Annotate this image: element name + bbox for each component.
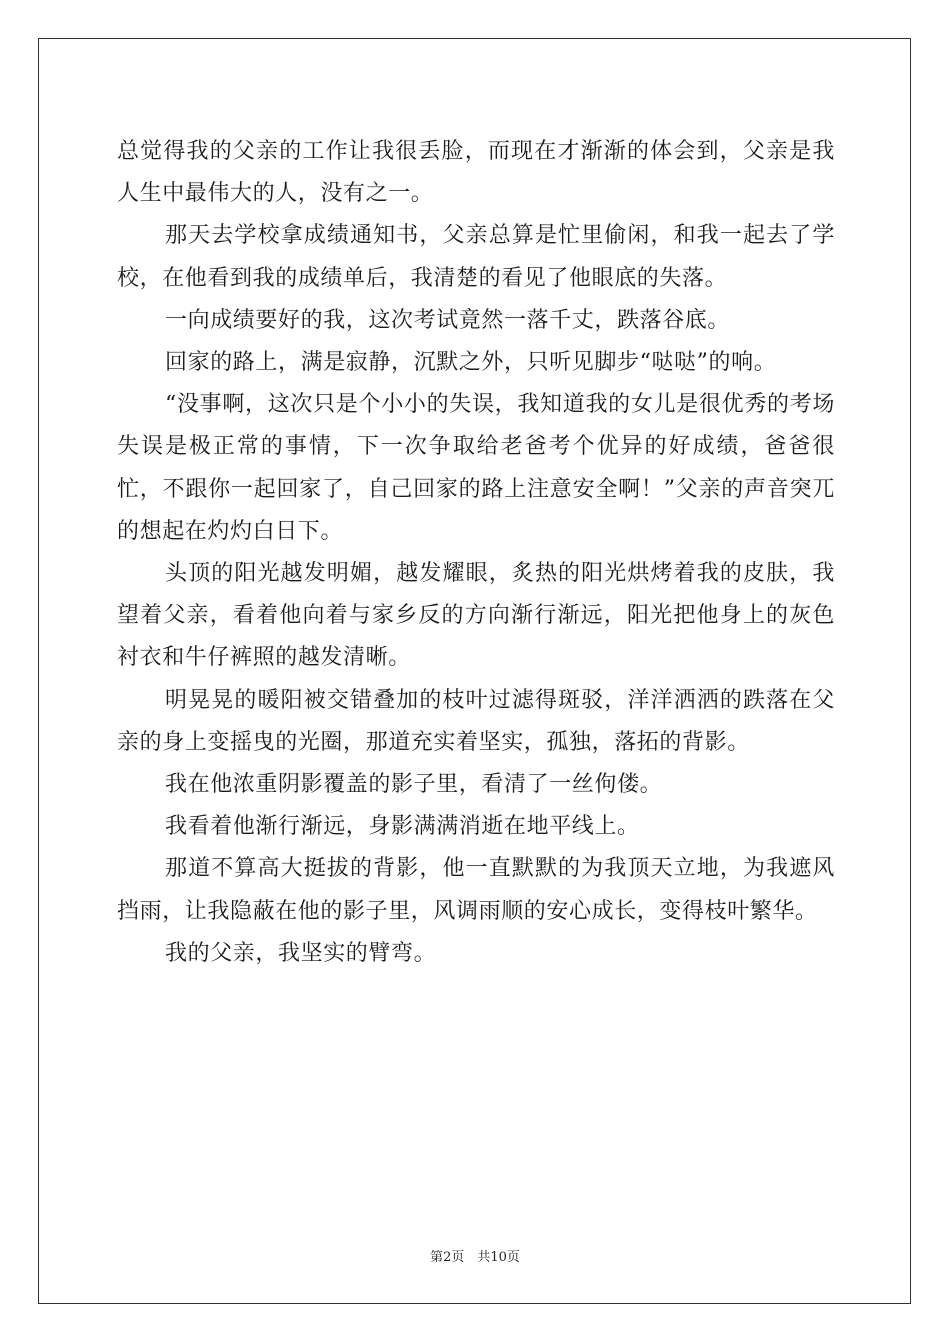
paragraph: 我在他浓重阴影覆盖的影子里，看清了一丝佝偻。 [165, 772, 663, 798]
paragraph: 那天去学校拿成绩通知书，父亲总算是忙里偷闲，和我一起去了学校，在他看到我的成绩单后，我清楚的看见了他眼底的失落。 [117, 223, 835, 291]
paragraph: 我看着他渐行渐远，身影满满消逝在地平线上。 [165, 814, 640, 840]
paragraph: 明晃晃的暖阳被交错叠加的枝叶过滤得斑驳，洋洋洒洒的跌落在父亲的身上变摇曳的光圈，那道充实着坚实，孤独，落拓的背影。 [117, 687, 835, 755]
paragraph: “没事啊，这次只是个小小的失误，我知道我的女儿是很优秀的考场失误是极正常的事情，下一次争取给老爸考个优异的好成绩，爸爸很忙，不跟你一起回家了，自己回家的路上注意安全啊！”父亲的声音突兀的想起在灼灼白日下。 [117, 392, 835, 544]
paragraph: 总觉得我的父亲的工作让我很丢脸，而现在才渐渐的体会到，父亲是我人生中最伟大的人，没有之一。 [117, 139, 835, 207]
paragraph: 我的父亲，我坚实的臂弯。 [165, 940, 437, 966]
document-body [117, 131, 835, 975]
paragraph: 一向成绩要好的我，这次考试竟然一落千丈，跌落谷底。 [165, 307, 731, 333]
paragraph: 头顶的阳光越发明媚，越发耀眼，炙热的阳光烘烤着我的皮肤，我望着父亲，看着他向着与家乡反的方向渐行渐远，阳光把他身上的灰色衬衣和牛仔裤照的越发清晰。 [117, 561, 835, 671]
paragraph: 那道不算高大挺拔的背影，他一直默默的为我顶天立地，为我遮风挡雨，让我隐蔽在他的影子里，风调雨顺的安心成长，变得枝叶繁华。 [117, 856, 835, 924]
paragraph: 回家的路上，满是寂静，沉默之外，只听见脚步“哒哒”的响。 [165, 350, 777, 376]
page-number-footer: 第2页 共10页 [430, 1250, 520, 1265]
